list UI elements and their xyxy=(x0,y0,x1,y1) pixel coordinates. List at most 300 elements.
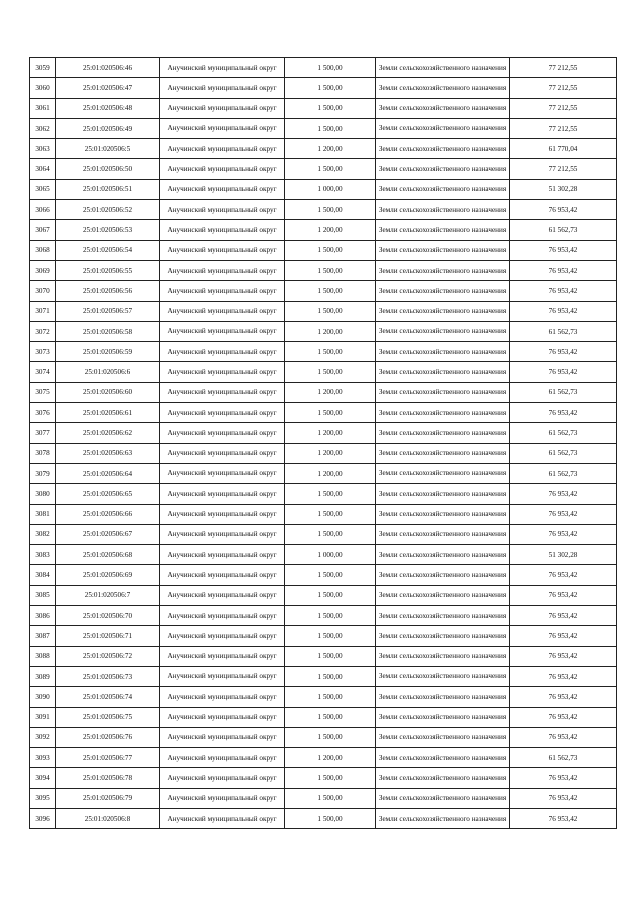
cadastral-number-cell: 25:01:020506:61 xyxy=(56,403,160,423)
table-row xyxy=(30,748,617,768)
municipality-cell xyxy=(160,606,285,626)
municipality-cell xyxy=(160,78,285,98)
municipality-cell xyxy=(160,687,285,707)
land-category-cell xyxy=(376,585,510,605)
row-number-cell: 3091 xyxy=(30,707,56,727)
row-number-cell: 3061 xyxy=(30,98,56,118)
cadastral-value-cell: 76 953,42 xyxy=(510,240,617,260)
cadastral-number-cell: 25:01:020506:58 xyxy=(56,321,160,341)
row-number-cell: 3092 xyxy=(30,727,56,747)
land-category-cell xyxy=(376,382,510,402)
table-row xyxy=(30,565,617,585)
land-category-cell-text: Земли сельскохозяйственного назначения xyxy=(378,286,507,295)
land-category-cell-text: Земли сельскохозяйственного назначения xyxy=(378,692,507,701)
municipality-cell-text: Анучинский муниципальный округ xyxy=(167,246,277,255)
cadastral-value-cell: 76 953,42 xyxy=(510,707,617,727)
area-cell: 1 500,00 xyxy=(285,78,376,98)
cadastral-value-cell: 76 953,42 xyxy=(510,362,617,382)
table-row xyxy=(30,321,617,341)
table-row xyxy=(30,58,617,78)
municipality-cell-text: Анучинский муниципальный округ xyxy=(167,286,277,295)
area-cell: 1 500,00 xyxy=(285,808,376,828)
cadastral-value-cell: 76 953,42 xyxy=(510,585,617,605)
row-number-cell: 3079 xyxy=(30,463,56,483)
area-cell: 1 200,00 xyxy=(285,220,376,240)
municipality-cell-text: Анучинский муниципальный округ xyxy=(167,144,277,153)
municipality-cell-text: Анучинский муниципальный округ xyxy=(167,124,277,133)
municipality-cell-text: Анучинский муниципальный округ xyxy=(167,753,277,762)
cadastral-value-cell: 76 953,42 xyxy=(510,606,617,626)
cadastral-number-cell: 25:01:020506:63 xyxy=(56,443,160,463)
row-number-cell: 3082 xyxy=(30,524,56,544)
area-cell: 1 500,00 xyxy=(285,342,376,362)
municipality-cell xyxy=(160,808,285,828)
area-cell: 1 500,00 xyxy=(285,260,376,280)
cadastral-number-cell: 25:01:020506:75 xyxy=(56,707,160,727)
cadastral-value-cell: 61 562,73 xyxy=(510,382,617,402)
cadastral-value-cell: 76 953,42 xyxy=(510,504,617,524)
area-cell: 1 500,00 xyxy=(285,524,376,544)
municipality-cell-text: Анучинский муниципальный округ xyxy=(167,530,277,539)
row-number-cell: 3064 xyxy=(30,159,56,179)
municipality-cell-text: Анучинский муниципальный округ xyxy=(167,489,277,498)
land-category-cell-text: Земли сельскохозяйственного назначения xyxy=(378,408,507,417)
area-cell: 1 500,00 xyxy=(285,646,376,666)
land-category-cell xyxy=(376,504,510,524)
land-category-cell-text: Земли сельскохозяйственного назначения xyxy=(378,165,507,174)
land-category-cell xyxy=(376,118,510,138)
table-row xyxy=(30,808,617,828)
area-cell: 1 500,00 xyxy=(285,707,376,727)
table-row xyxy=(30,301,617,321)
row-number-cell: 3074 xyxy=(30,362,56,382)
table-row xyxy=(30,707,617,727)
row-number-cell: 3062 xyxy=(30,118,56,138)
row-number-cell: 3071 xyxy=(30,301,56,321)
municipality-cell xyxy=(160,565,285,585)
row-number-cell: 3059 xyxy=(30,58,56,78)
cadastral-value-cell: 76 953,42 xyxy=(510,260,617,280)
municipality-cell xyxy=(160,58,285,78)
land-category-cell-text: Земли сельскохозяйственного назначения xyxy=(378,794,507,803)
table-row xyxy=(30,78,617,98)
area-cell: 1 200,00 xyxy=(285,321,376,341)
land-category-cell xyxy=(376,260,510,280)
municipality-cell xyxy=(160,788,285,808)
row-number-cell: 3073 xyxy=(30,342,56,362)
land-category-cell-text: Земли сельскохозяйственного назначения xyxy=(378,611,507,620)
area-cell: 1 000,00 xyxy=(285,545,376,565)
cadastral-value-cell: 76 953,42 xyxy=(510,200,617,220)
table-row xyxy=(30,788,617,808)
cadastral-value-cell: 76 953,42 xyxy=(510,484,617,504)
land-category-cell xyxy=(376,98,510,118)
land-category-cell xyxy=(376,565,510,585)
table-row xyxy=(30,281,617,301)
row-number-cell: 3083 xyxy=(30,545,56,565)
municipality-cell-text: Анучинский муниципальный округ xyxy=(167,652,277,661)
row-number-cell: 3096 xyxy=(30,808,56,828)
municipality-cell xyxy=(160,768,285,788)
municipality-cell-text: Анучинский муниципальный округ xyxy=(167,185,277,194)
row-number-cell: 3077 xyxy=(30,423,56,443)
land-category-cell-text: Земли сельскохозяйственного назначения xyxy=(378,246,507,255)
land-category-cell-text: Земли сельскохозяйственного назначения xyxy=(378,652,507,661)
municipality-cell xyxy=(160,301,285,321)
land-category-cell xyxy=(376,748,510,768)
land-category-cell xyxy=(376,220,510,240)
area-cell: 1 500,00 xyxy=(285,240,376,260)
municipality-cell xyxy=(160,545,285,565)
area-cell: 1 500,00 xyxy=(285,687,376,707)
municipality-cell xyxy=(160,524,285,544)
cadastral-value-cell: 76 953,42 xyxy=(510,727,617,747)
land-category-cell xyxy=(376,281,510,301)
cadastral-number-cell: 25:01:020506:62 xyxy=(56,423,160,443)
municipality-cell xyxy=(160,118,285,138)
table-row xyxy=(30,484,617,504)
area-cell: 1 500,00 xyxy=(285,504,376,524)
municipality-cell xyxy=(160,707,285,727)
land-category-cell-text: Земли сельскохозяйственного назначения xyxy=(378,773,507,782)
municipality-cell-text: Анучинский муниципальный округ xyxy=(167,205,277,214)
municipality-cell-text: Анучинский муниципальный округ xyxy=(167,63,277,72)
land-category-cell xyxy=(376,808,510,828)
area-cell: 1 500,00 xyxy=(285,98,376,118)
row-number-cell: 3065 xyxy=(30,179,56,199)
land-category-cell xyxy=(376,463,510,483)
municipality-cell xyxy=(160,403,285,423)
municipality-cell xyxy=(160,342,285,362)
cadastral-value-cell: 51 302,28 xyxy=(510,179,617,199)
land-category-cell xyxy=(376,545,510,565)
cadastral-value-cell: 77 212,55 xyxy=(510,58,617,78)
municipality-cell xyxy=(160,200,285,220)
land-category-cell xyxy=(376,342,510,362)
row-number-cell: 3093 xyxy=(30,748,56,768)
table-row xyxy=(30,382,617,402)
municipality-cell xyxy=(160,159,285,179)
area-cell: 1 200,00 xyxy=(285,382,376,402)
row-number-cell: 3080 xyxy=(30,484,56,504)
area-cell: 1 200,00 xyxy=(285,423,376,443)
cadastral-value-cell: 76 953,42 xyxy=(510,524,617,544)
land-category-cell-text: Земли сельскохозяйственного назначения xyxy=(378,388,507,397)
area-cell: 1 500,00 xyxy=(285,58,376,78)
land-category-cell-text: Земли сельскохозяйственного назначения xyxy=(378,205,507,214)
area-cell: 1 500,00 xyxy=(285,626,376,646)
land-category-cell-text: Земли сельскохозяйственного назначения xyxy=(378,368,507,376)
municipality-cell-text: Анучинский муниципальный округ xyxy=(167,510,277,519)
land-category-cell-text: Земли сельскохозяйственного назначения xyxy=(378,185,507,194)
cadastral-number-cell: 25:01:020506:8 xyxy=(56,808,160,828)
municipality-cell xyxy=(160,179,285,199)
row-number-cell: 3088 xyxy=(30,646,56,666)
cadastral-number-cell: 25:01:020506:73 xyxy=(56,666,160,686)
row-number-cell: 3086 xyxy=(30,606,56,626)
area-cell: 1 500,00 xyxy=(285,159,376,179)
land-category-cell xyxy=(376,707,510,727)
table-row xyxy=(30,159,617,179)
land-category-cell xyxy=(376,443,510,463)
area-cell: 1 500,00 xyxy=(285,788,376,808)
table-row xyxy=(30,585,617,605)
cadastral-value-cell: 76 953,42 xyxy=(510,565,617,585)
land-category-cell-text: Земли сельскохозяйственного назначения xyxy=(378,144,507,153)
cadastral-number-cell: 25:01:020506:67 xyxy=(56,524,160,544)
cadastral-value-cell: 51 302,28 xyxy=(510,545,617,565)
municipality-cell-text: Анучинский муниципальный округ xyxy=(167,591,277,600)
cadastral-number-cell: 25:01:020506:72 xyxy=(56,646,160,666)
land-category-cell-text: Земли сельскохозяйственного назначения xyxy=(378,713,507,722)
table-row xyxy=(30,443,617,463)
cadastral-number-cell: 25:01:020506:53 xyxy=(56,220,160,240)
municipality-cell xyxy=(160,585,285,605)
cadastral-value-cell: 76 953,42 xyxy=(510,342,617,362)
cadastral-value-cell: 77 212,55 xyxy=(510,118,617,138)
land-category-cell xyxy=(376,626,510,646)
cadastral-value-cell: 76 953,42 xyxy=(510,301,617,321)
municipality-cell-text: Анучинский муниципальный округ xyxy=(167,266,277,275)
municipality-cell-text: Анучинский муниципальный округ xyxy=(167,550,277,559)
table-row xyxy=(30,423,617,443)
land-category-cell xyxy=(376,768,510,788)
row-number-cell: 3089 xyxy=(30,666,56,686)
cadastral-number-cell: 25:01:020506:68 xyxy=(56,545,160,565)
land-category-cell-text: Земли сельскохозяйственного назначения xyxy=(378,591,507,600)
cadastral-number-cell: 25:01:020506:50 xyxy=(56,159,160,179)
cadastral-value-cell: 61 562,73 xyxy=(510,443,617,463)
land-category-cell xyxy=(376,646,510,666)
cadastral-value-cell: 76 953,42 xyxy=(510,768,617,788)
cadastral-value-cell: 76 953,42 xyxy=(510,626,617,646)
row-number-cell: 3070 xyxy=(30,281,56,301)
row-number-cell: 3078 xyxy=(30,443,56,463)
cadastral-value-cell: 61 562,73 xyxy=(510,423,617,443)
land-category-cell-text: Земли сельскохозяйственного назначения xyxy=(378,550,507,559)
cadastral-number-cell: 25:01:020506:76 xyxy=(56,727,160,747)
area-cell: 1 500,00 xyxy=(285,727,376,747)
municipality-cell-text: Анучинский муниципальный округ xyxy=(167,713,277,722)
municipality-cell-text: Анучинский муниципальный округ xyxy=(167,327,277,336)
land-category-cell-text: Земли сельскохозяйственного назначения xyxy=(378,733,507,742)
cadastral-number-cell: 25:01:020506:71 xyxy=(56,626,160,646)
cadastral-number-cell: 25:01:020506:48 xyxy=(56,98,160,118)
table-row xyxy=(30,118,617,138)
area-cell: 1 500,00 xyxy=(285,301,376,321)
land-category-cell-text: Земли сельскохозяйственного назначения xyxy=(378,327,507,336)
municipality-cell-text: Анучинский муниципальный округ xyxy=(167,449,277,458)
land-category-cell xyxy=(376,423,510,443)
row-number-cell: 3087 xyxy=(30,626,56,646)
land-category-cell xyxy=(376,179,510,199)
area-cell: 1 000,00 xyxy=(285,179,376,199)
cadastral-number-cell: 25:01:020506:7 xyxy=(56,585,160,605)
municipality-cell-text: Анучинский муниципальный округ xyxy=(167,347,277,356)
municipality-cell-text: Анучинский муниципальный округ xyxy=(167,165,277,174)
table-row xyxy=(30,524,617,544)
land-category-cell xyxy=(376,78,510,98)
land-category-cell xyxy=(376,788,510,808)
table-row xyxy=(30,666,617,686)
land-category-cell xyxy=(376,139,510,159)
municipality-cell-text: Анучинский муниципальный округ xyxy=(167,104,277,113)
table-row xyxy=(30,403,617,423)
cadastral-number-cell: 25:01:020506:70 xyxy=(56,606,160,626)
land-category-cell-text: Земли сельскохозяйственного назначения xyxy=(378,449,507,458)
land-category-cell xyxy=(376,321,510,341)
land-category-cell-text: Земли сельскохозяйственного назначения xyxy=(378,753,507,762)
municipality-cell-text: Анучинский муниципальный округ xyxy=(167,773,277,782)
municipality-cell xyxy=(160,220,285,240)
row-number-cell: 3063 xyxy=(30,139,56,159)
row-number-cell: 3075 xyxy=(30,382,56,402)
land-category-cell-text: Земли сельскохозяйственного назначения xyxy=(378,672,507,681)
municipality-cell xyxy=(160,321,285,341)
table-row xyxy=(30,342,617,362)
land-category-cell xyxy=(376,200,510,220)
area-cell: 1 500,00 xyxy=(285,666,376,686)
cadastral-number-cell: 25:01:020506:60 xyxy=(56,382,160,402)
table-row xyxy=(30,220,617,240)
land-category-cell-text: Земли сельскохозяйственного назначения xyxy=(378,124,507,133)
land-category-cell xyxy=(376,301,510,321)
area-cell: 1 500,00 xyxy=(285,118,376,138)
area-cell: 1 200,00 xyxy=(285,463,376,483)
table-row xyxy=(30,200,617,220)
cadastral-value-cell: 77 212,55 xyxy=(510,159,617,179)
municipality-cell xyxy=(160,626,285,646)
land-category-cell-text: Земли сельскохозяйственного назначения xyxy=(378,469,507,478)
cadastral-number-cell: 25:01:020506:5 xyxy=(56,139,160,159)
area-cell: 1 500,00 xyxy=(285,606,376,626)
cadastral-value-cell: 77 212,55 xyxy=(510,98,617,118)
cadastral-number-cell: 25:01:020506:55 xyxy=(56,260,160,280)
municipality-cell-text: Анучинский муниципальный округ xyxy=(167,794,277,803)
land-category-cell xyxy=(376,58,510,78)
municipality-cell-text: Анучинский муниципальный округ xyxy=(167,408,277,417)
cadastral-number-cell: 25:01:020506:69 xyxy=(56,565,160,585)
land-category-cell-text: Земли сельскохозяйственного назначения xyxy=(378,489,507,498)
table-row xyxy=(30,179,617,199)
table-row xyxy=(30,240,617,260)
cadastral-value-cell: 76 953,42 xyxy=(510,646,617,666)
row-number-cell: 3069 xyxy=(30,260,56,280)
cadastral-number-cell: 25:01:020506:47 xyxy=(56,78,160,98)
municipality-cell xyxy=(160,260,285,280)
municipality-cell-text: Анучинский муниципальный округ xyxy=(167,388,277,397)
municipality-cell-text: Анучинский муниципальный округ xyxy=(167,733,277,742)
row-number-cell: 3095 xyxy=(30,788,56,808)
municipality-cell xyxy=(160,443,285,463)
municipality-cell-text: Анучинский муниципальный округ xyxy=(167,570,277,579)
cadastral-number-cell: 25:01:020506:57 xyxy=(56,301,160,321)
municipality-cell xyxy=(160,139,285,159)
area-cell: 1 500,00 xyxy=(285,200,376,220)
municipality-cell-text: Анучинский муниципальный округ xyxy=(167,611,277,620)
cadastral-number-cell: 25:01:020506:49 xyxy=(56,118,160,138)
land-category-cell xyxy=(376,687,510,707)
municipality-cell xyxy=(160,727,285,747)
land-category-cell xyxy=(376,666,510,686)
land-category-cell xyxy=(376,484,510,504)
municipality-cell xyxy=(160,484,285,504)
row-number-cell: 3072 xyxy=(30,321,56,341)
cadastral-value-cell: 76 953,42 xyxy=(510,808,617,828)
municipality-cell-text: Анучинский муниципальный округ xyxy=(167,814,277,823)
land-category-cell xyxy=(376,362,510,382)
cadastral-value-cell: 76 953,42 xyxy=(510,687,617,707)
land-category-cell xyxy=(376,727,510,747)
table-row xyxy=(30,727,617,747)
land-category-cell xyxy=(376,240,510,260)
area-cell: 1 500,00 xyxy=(285,362,376,382)
cadastral-number-cell: 25:01:020506:51 xyxy=(56,179,160,199)
land-category-cell xyxy=(376,403,510,423)
cadastral-number-cell: 25:01:020506:6 xyxy=(56,362,160,382)
area-cell: 1 500,00 xyxy=(285,565,376,585)
cadastral-number-cell: 25:01:020506:52 xyxy=(56,200,160,220)
table-row xyxy=(30,98,617,118)
municipality-cell-text: Анучинский муниципальный округ xyxy=(167,428,277,437)
municipality-cell xyxy=(160,362,285,382)
cadastral-number-cell: 25:01:020506:56 xyxy=(56,281,160,301)
cadastral-value-cell: 76 953,42 xyxy=(510,403,617,423)
land-plots-table xyxy=(29,57,617,829)
table-row xyxy=(30,646,617,666)
municipality-cell xyxy=(160,98,285,118)
row-number-cell: 3067 xyxy=(30,220,56,240)
land-category-cell-text: Земли сельскохозяйственного назначения xyxy=(378,814,507,823)
municipality-cell-text: Анучинский муниципальный округ xyxy=(167,225,277,234)
municipality-cell xyxy=(160,666,285,686)
table-row xyxy=(30,626,617,646)
area-cell: 1 200,00 xyxy=(285,139,376,159)
cadastral-number-cell: 25:01:020506:66 xyxy=(56,504,160,524)
municipality-cell xyxy=(160,504,285,524)
municipality-cell xyxy=(160,748,285,768)
municipality-cell-text: Анучинский муниципальный округ xyxy=(167,83,277,92)
row-number-cell: 3081 xyxy=(30,504,56,524)
area-cell: 1 500,00 xyxy=(285,768,376,788)
table-row xyxy=(30,687,617,707)
cadastral-number-cell: 25:01:020506:78 xyxy=(56,768,160,788)
land-category-cell-text: Земли сельскохозяйственного назначения xyxy=(378,570,507,579)
table-row xyxy=(30,545,617,565)
cadastral-value-cell: 61 562,73 xyxy=(510,463,617,483)
row-number-cell: 3066 xyxy=(30,200,56,220)
row-number-cell: 3090 xyxy=(30,687,56,707)
land-category-cell-text: Земли сельскохозяйственного назначения xyxy=(378,347,507,356)
row-number-cell: 3068 xyxy=(30,240,56,260)
cadastral-value-cell: 61 562,73 xyxy=(510,748,617,768)
cadastral-value-cell: 76 953,42 xyxy=(510,666,617,686)
table-row xyxy=(30,768,617,788)
table-row xyxy=(30,504,617,524)
cadastral-number-cell: 25:01:020506:54 xyxy=(56,240,160,260)
table-row xyxy=(30,463,617,483)
land-category-cell-text: Земли сельскохозяйственного назначения xyxy=(378,530,507,539)
land-category-cell-text: Земли сельскохозяйственного назначения xyxy=(378,428,507,437)
land-category-cell-text: Земли сельскохозяйственного назначения xyxy=(378,104,507,113)
land-category-cell-text: Земли сельскохозяйственного назначения xyxy=(378,83,507,92)
municipality-cell-text: Анучинский муниципальный округ xyxy=(167,672,277,681)
cadastral-number-cell: 25:01:020506:77 xyxy=(56,748,160,768)
table-row xyxy=(30,139,617,159)
table-row xyxy=(30,362,617,382)
table-body xyxy=(30,58,617,829)
cadastral-number-cell: 25:01:020506:64 xyxy=(56,463,160,483)
